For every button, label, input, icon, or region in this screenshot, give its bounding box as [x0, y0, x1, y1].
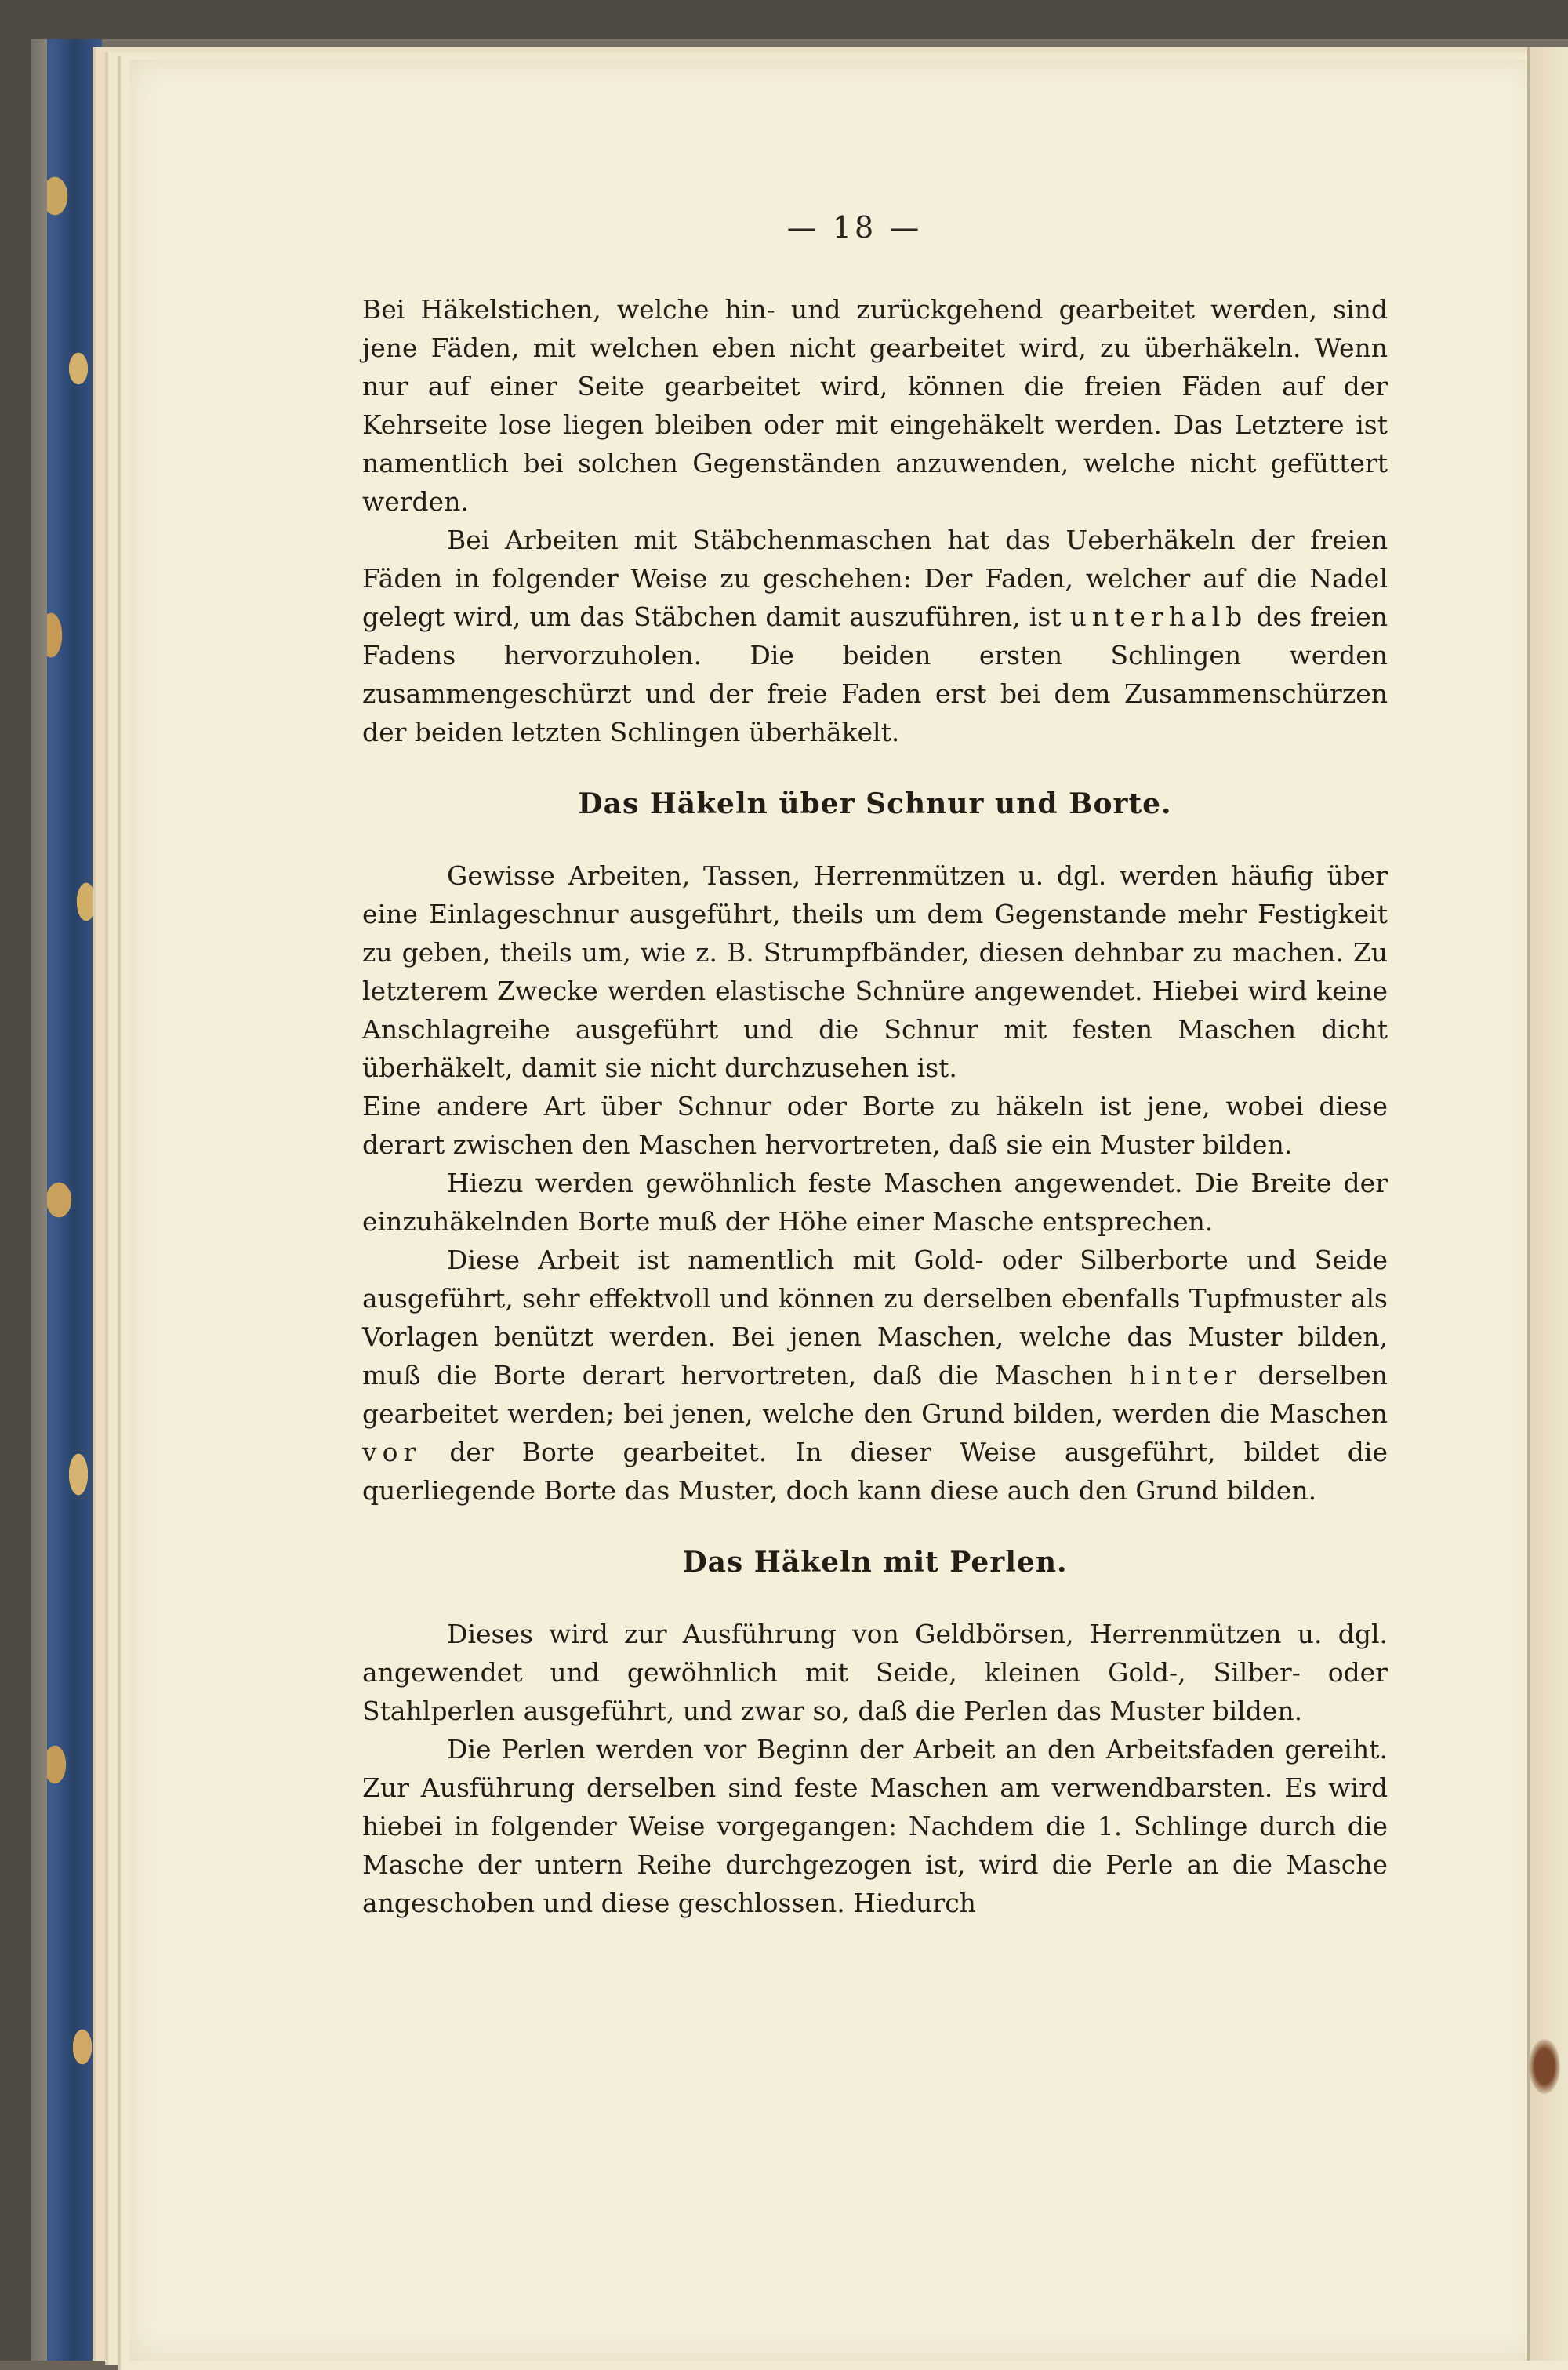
text-run: der Borte gearbeitet. In dieser Weise ausgeführt, bildet die querliegende Borte das Muster, doch kann diese auch den Grund bilden.: [362, 1437, 1388, 1506]
text-run: Diese Arbeit ist namentlich mit Gold- oder Silberborte und Seide ausgeführt, sehr effektvoll und können zu derselben ebenfalls Tupfmuster als Vorlagen benützt werden. Bei jenen Maschen, welche das Muster bilden, muß die Borte derart hervortreten, daß die Maschen: [362, 1245, 1388, 1390]
page-text: [362, 290, 1388, 1922]
text-run: des freien Fadens hervorzuholen. Die beiden ersten Schlingen werden zusammengeschürzt und der freie Faden erst bei dem Zusammenschürzen der beiden letzten Schlingen überhäkelt.: [362, 602, 1388, 747]
facing-page-edge: [1527, 47, 1568, 2361]
stain-mark: [1529, 2039, 1560, 2094]
paragraph: Gewisse Arbeiten, Tassen, Herrenmützen u. dgl. werden häufig über eine Einlageschnur ausgeführt, theils um dem Gegenstande mehr Festigkeit zu geben, theils um, wie z. B. Strumpfbänder, diesen dehnbar zu machen. Zu letzterem Zwecke werden elastische Schnüre angewendet. Hiebei wird keine Anschlagreihe ausgeführt und die Schnur mit festen Maschen dicht überhäkelt, damit sie nicht durchzusehen ist.: [362, 860, 1388, 1083]
spaced-emphasis: hinter: [1129, 1360, 1242, 1390]
section-heading: Das Häkeln mit Perlen.: [682, 1546, 1068, 1579]
page-number: — 18 —: [786, 210, 923, 245]
spaced-emphasis: unterhalb: [1069, 602, 1248, 632]
paragraph: Hiezu werden gewöhnlich feste Maschen angewendet. Die Breite der einzuhäkelnden Borte muß der Höhe einer Masche entsprechen.: [362, 1168, 1388, 1237]
section-heading: Das Häkeln über Schnur und Borte.: [578, 787, 1172, 820]
cover-edge: [31, 39, 47, 2361]
text-run: derselben gearbeitet werden; bei jenen, welche den Grund bilden, werden die Maschen: [362, 1360, 1388, 1429]
text-run: Bei Arbeiten mit Stäbchenmaschen hat das Ueberhäkeln der freien Fäden in folgender Weise zu geschehen: Der Faden, welcher auf die Nadel gelegt wird, um das Stäbchen damit auszuführen, ist: [362, 525, 1388, 632]
paragraph: Bei Häkelstichen, welche hin- und zurückgehend gearbeitet werden, sind jene Fäden, mit welchen eben nicht gearbeitet wird, zu überhäkeln. Wenn nur auf einer Seite gearbeitet wird, können die freien Fäden auf der Kehrseite lose liegen bleiben oder mit eingehäkelt werden. Das Letztere ist namentlich bei solchen Gegenständen anzuwenden, welche nicht gefüttert werden.: [362, 294, 1388, 517]
paragraph: [362, 1241, 1388, 1510]
paragraph: Eine andere Art über Schnur oder Borte zu häkeln ist jene, wobei diese derart zwischen den Maschen hervortreten, daß sie ein Muster bilden.: [362, 1091, 1388, 1160]
paragraph: Dieses wird zur Ausführung von Geldbörsen, Herrenmützen u. dgl. angewendet und gewöhnlich mit Seide, kleinen Gold-, Silber- oder Stahlperlen ausgeführt, und zwar so, daß die Perlen das Muster bilden.: [362, 1619, 1388, 1726]
spaced-emphasis: vor: [362, 1437, 422, 1467]
paragraph: Die Perlen werden vor Beginn der Arbeit an den Arbeitsfaden gereiht. Zur Ausführung derselben sind feste Maschen am verwendbarsten. Es wird hiebei in folgender Weise vorgegangen: Nachdem die 1. Schlinge durch die Masche der untern Reihe durchgezogen ist, wird die Perle an die Masche angeschoben und diese geschlossen. Hiedurch: [362, 1734, 1388, 1918]
paragraph: [362, 521, 1388, 751]
